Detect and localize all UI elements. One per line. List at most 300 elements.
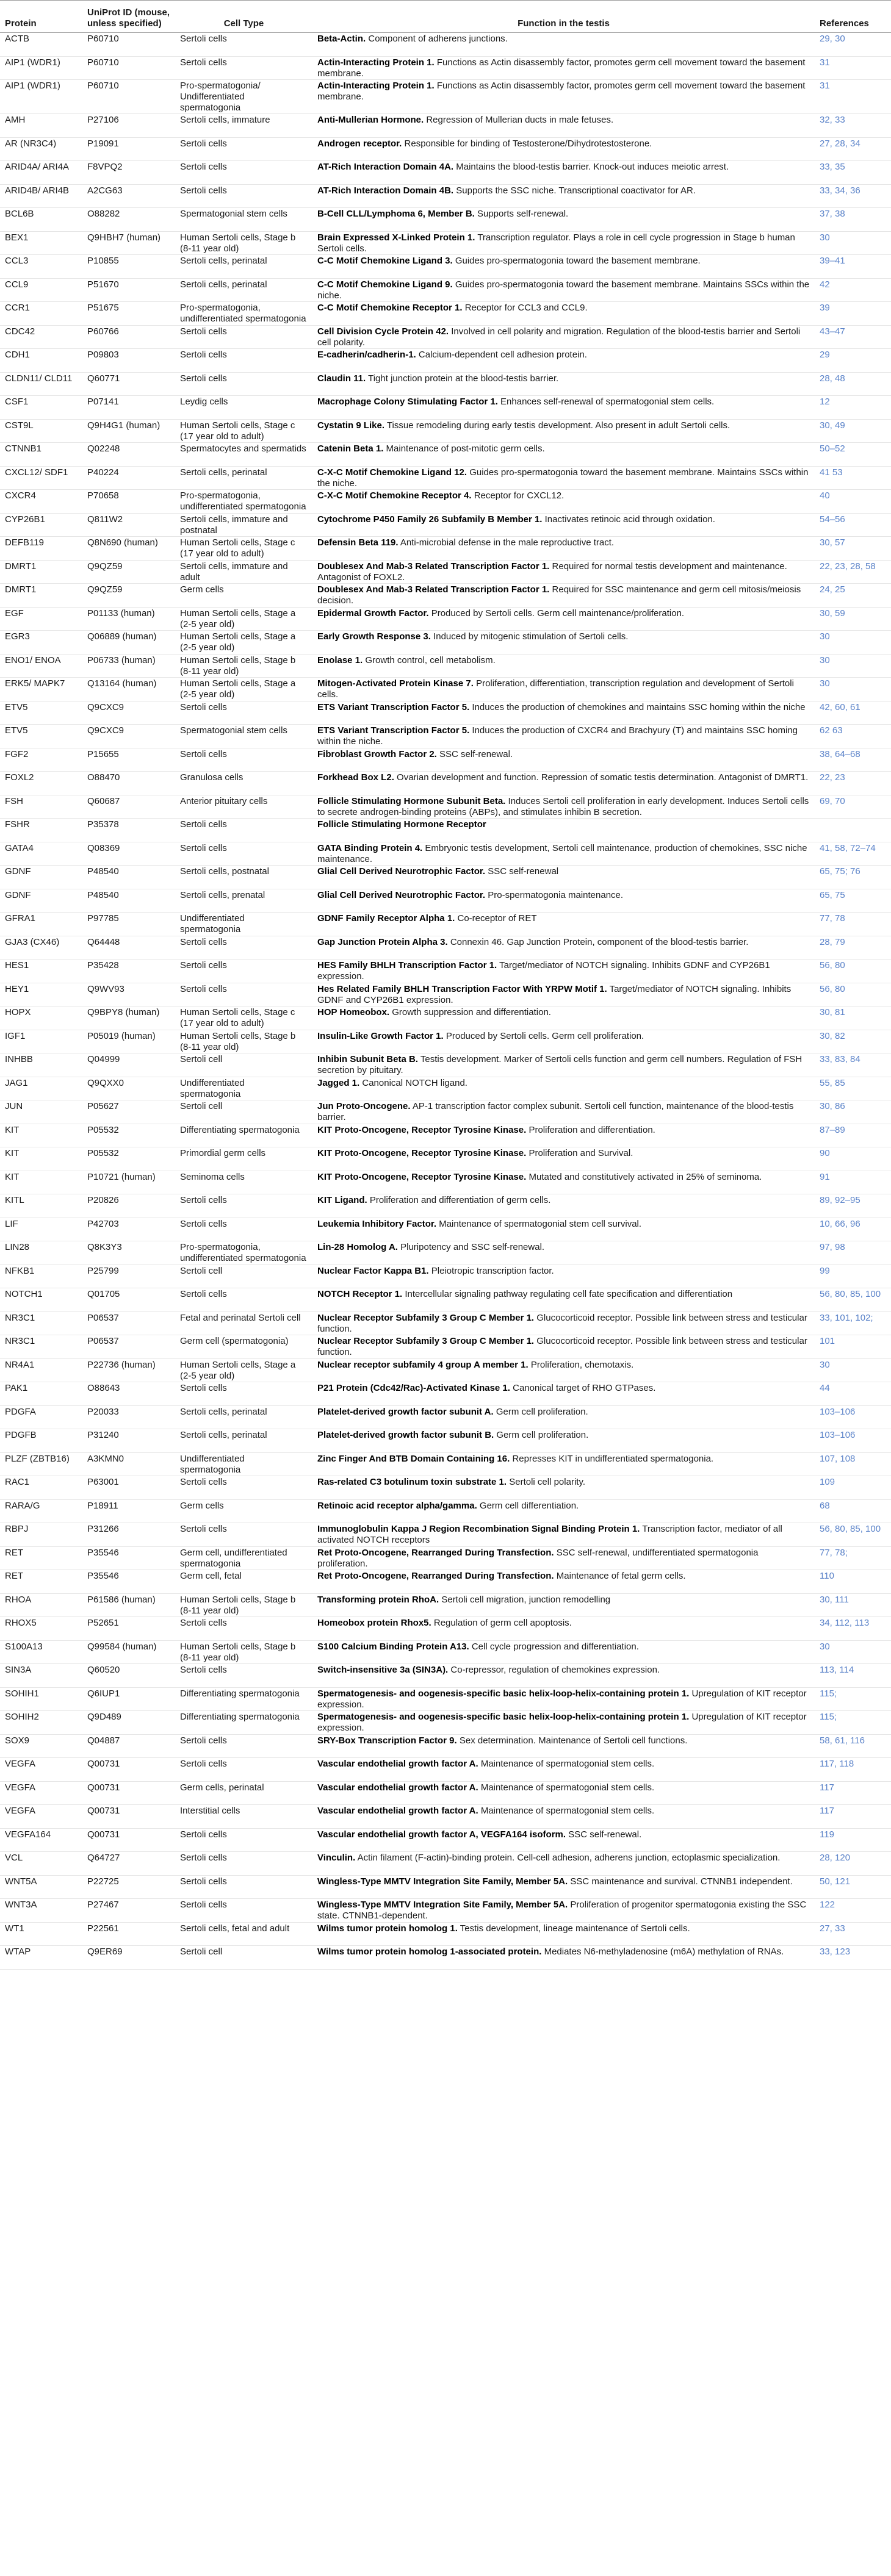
- table-row: [0, 255, 891, 279]
- function-name: AT-Rich Interaction Domain 4B.: [317, 185, 454, 196]
- uniprot-id-cell: P15655: [82, 748, 175, 772]
- cell-type-cell: Human Sertoli cells, Stage c (17 year old to adult): [175, 537, 312, 561]
- protein-cell: DMRT1: [0, 560, 82, 584]
- table-row: [0, 1546, 891, 1570]
- function-description: Maintenance of post-mitotic germ cells.: [386, 443, 545, 454]
- protein-cell: CST9L: [0, 419, 82, 443]
- function-cell: [312, 1852, 815, 1876]
- protein-cell: KIT: [0, 1124, 82, 1147]
- cell-type-cell: Human Sertoli cells, Stage b (8-11 year old): [175, 654, 312, 678]
- function-name: C-X-C Motif Chemokine Receptor 4.: [317, 490, 472, 501]
- function-name: P21 Protein (Cdc42/Rac)-Activated Kinase 1.: [317, 1383, 510, 1393]
- function-description: SSC self-renewal: [488, 866, 559, 877]
- table-row: [0, 490, 891, 514]
- table-row: [0, 56, 891, 80]
- function-cell: [312, 678, 815, 701]
- references-cell: 38, 64–68: [815, 748, 891, 772]
- protein-cell: HEY1: [0, 983, 82, 1006]
- cell-type-cell: Sertoli cells: [175, 1734, 312, 1758]
- cell-type-cell: Spermatogonial stem cells: [175, 725, 312, 748]
- references-cell: 30, 59: [815, 607, 891, 631]
- function-cell: [312, 114, 815, 138]
- cell-type-cell: Sertoli cells: [175, 1852, 312, 1876]
- references-cell: 31: [815, 56, 891, 80]
- uniprot-id-cell: P19091: [82, 137, 175, 161]
- protein-cell: LIF: [0, 1218, 82, 1241]
- function-description: Germ cell differentiation.: [479, 1500, 579, 1511]
- cell-type-cell: Human Sertoli cells, Stage c (17 year old to adult): [175, 419, 312, 443]
- table-row: [0, 302, 891, 326]
- references-cell: 33, 101, 102;: [815, 1311, 891, 1335]
- cell-type-cell: Sertoli cells: [175, 1828, 312, 1852]
- function-cell: [312, 1805, 815, 1829]
- function-cell: [312, 936, 815, 960]
- function-cell: [312, 396, 815, 420]
- cell-type-cell: Spermatocytes and spermatids: [175, 443, 312, 467]
- protein-cell: RHOX5: [0, 1617, 82, 1641]
- uniprot-id-cell: Q99584 (human): [82, 1640, 175, 1664]
- cell-type-cell: Sertoli cells, immature and adult: [175, 560, 312, 584]
- function-cell: [312, 1499, 815, 1523]
- cell-type-cell: Sertoli cells, perinatal: [175, 1405, 312, 1429]
- cell-type-cell: Germ cell, fetal: [175, 1570, 312, 1594]
- cell-type-cell: Sertoli cells: [175, 1758, 312, 1782]
- uniprot-id-cell: Q00731: [82, 1758, 175, 1782]
- cell-type-cell: Human Sertoli cells, Stage a (2-5 year old): [175, 631, 312, 655]
- uniprot-id-cell: Q00731: [82, 1805, 175, 1829]
- cell-type-cell: Primordial germ cells: [175, 1147, 312, 1171]
- protein-cell: VEGFA: [0, 1758, 82, 1782]
- table-row: [0, 1030, 891, 1053]
- function-cell: [312, 325, 815, 349]
- function-description: Growth control, cell metabolism.: [365, 655, 496, 666]
- references-cell: 30: [815, 231, 891, 255]
- protein-cell: FOXL2: [0, 772, 82, 795]
- table-row: [0, 1711, 891, 1735]
- function-name: Nuclear Receptor Subfamily 3 Group C Member 1.: [317, 1336, 535, 1346]
- references-cell: 33, 34, 36: [815, 184, 891, 208]
- function-cell: [312, 1241, 815, 1265]
- function-description: Receptor for CXCL12.: [474, 490, 565, 501]
- protein-cell: CTNNB1: [0, 443, 82, 467]
- function-cell: [312, 1194, 815, 1218]
- function-name: Switch-insensitive 3a (SIN3A).: [317, 1665, 449, 1675]
- uniprot-id-cell: P05532: [82, 1124, 175, 1147]
- protein-cell: EGR3: [0, 631, 82, 655]
- references-cell: 103–106: [815, 1429, 891, 1453]
- cell-type-cell: Sertoli cells: [175, 960, 312, 983]
- table-row: [0, 1335, 891, 1359]
- protein-cell: GDNF: [0, 866, 82, 889]
- uniprot-id-cell: P20033: [82, 1405, 175, 1429]
- cell-type-cell: Leydig cells: [175, 396, 312, 420]
- table-row: [0, 866, 891, 889]
- table-row: [0, 325, 891, 349]
- function-cell: [312, 1053, 815, 1077]
- protein-cell: KIT: [0, 1147, 82, 1171]
- references-cell: 28, 79: [815, 936, 891, 960]
- table-row: [0, 114, 891, 138]
- uniprot-id-cell: P06537: [82, 1335, 175, 1359]
- function-cell: [312, 1946, 815, 1970]
- function-name: KIT Proto-Oncogene, Receptor Tyrosine Kinase.: [317, 1148, 527, 1158]
- uniprot-id-cell: P35546: [82, 1546, 175, 1570]
- table-row: [0, 1523, 891, 1547]
- cell-type-cell: Fetal and perinatal Sertoli cell: [175, 1311, 312, 1335]
- references-cell: 30: [815, 1640, 891, 1664]
- function-cell: [312, 1358, 815, 1382]
- table-row: [0, 1570, 891, 1594]
- uniprot-id-cell: Q64727: [82, 1852, 175, 1876]
- function-cell: [312, 161, 815, 185]
- protein-cell: ARID4A/ ARI4A: [0, 161, 82, 185]
- function-cell: [312, 1640, 815, 1664]
- table-row: [0, 983, 891, 1006]
- table-row: [0, 1124, 891, 1147]
- function-cell: [312, 1476, 815, 1500]
- cell-type-cell: Sertoli cells, perinatal: [175, 255, 312, 279]
- function-name: HOP Homeobox.: [317, 1007, 390, 1017]
- table-row: [0, 889, 891, 913]
- protein-cell: INHBB: [0, 1053, 82, 1077]
- function-name: Platelet-derived growth factor subunit A.: [317, 1406, 494, 1417]
- table-row: [0, 443, 891, 467]
- table-row: [0, 1405, 891, 1429]
- protein-cell: KITL: [0, 1194, 82, 1218]
- cell-type-cell: Sertoli cells: [175, 1617, 312, 1641]
- function-name: Jagged 1.: [317, 1077, 360, 1088]
- references-cell: 50–52: [815, 443, 891, 467]
- cell-type-cell: Seminoma cells: [175, 1171, 312, 1194]
- references-cell: 62 63: [815, 725, 891, 748]
- function-name: B-Cell CLL/Lymphoma 6, Member B.: [317, 209, 475, 219]
- uniprot-id-cell: Q9QXX0: [82, 1077, 175, 1100]
- function-cell: [312, 443, 815, 467]
- function-name: Platelet-derived growth factor subunit B.: [317, 1430, 494, 1440]
- function-description: Supports the SSC niche. Transcriptional coactivator for AR.: [456, 185, 696, 196]
- function-name: Ret Proto-Oncogene, Rearranged During Transfection.: [317, 1547, 554, 1558]
- references-cell: 41, 58, 72–74: [815, 842, 891, 866]
- references-cell: 87–89: [815, 1124, 891, 1147]
- uniprot-id-cell: Q60520: [82, 1664, 175, 1688]
- references-cell: 12: [815, 396, 891, 420]
- function-name: Vascular endothelial growth factor A, VEGFA164 isoform.: [317, 1829, 566, 1840]
- function-name: Macrophage Colony Stimulating Factor 1.: [317, 396, 498, 407]
- protein-cell: RET: [0, 1546, 82, 1570]
- table-row: [0, 1100, 891, 1124]
- uniprot-id-cell: Q8N690 (human): [82, 537, 175, 561]
- table-row: [0, 1758, 891, 1782]
- references-cell: 115;: [815, 1687, 891, 1711]
- cell-type-cell: Sertoli cells: [175, 184, 312, 208]
- function-name: Vascular endothelial growth factor A.: [317, 1782, 478, 1793]
- references-cell: 28, 120: [815, 1852, 891, 1876]
- cell-type-cell: Sertoli cell: [175, 1946, 312, 1970]
- cell-type-cell: Sertoli cells: [175, 325, 312, 349]
- cell-type-cell: Sertoli cells, immature and postnatal: [175, 513, 312, 537]
- table-row: [0, 1006, 891, 1030]
- function-cell: [312, 1875, 815, 1899]
- protein-cell: LIN28: [0, 1241, 82, 1265]
- header-function: Function in the testis: [312, 1, 815, 33]
- function-name: Follicle Stimulating Hormone Subunit Beta.: [317, 795, 506, 806]
- table-row: [0, 161, 891, 185]
- references-cell: 29: [815, 349, 891, 373]
- table-row: [0, 1358, 891, 1382]
- table-row: [0, 1429, 891, 1453]
- cell-type-cell: Granulosa cells: [175, 772, 312, 795]
- uniprot-id-cell: Q13164 (human): [82, 678, 175, 701]
- protein-cell: JUN: [0, 1100, 82, 1124]
- function-cell: [312, 1265, 815, 1288]
- function-cell: [312, 1100, 815, 1124]
- function-description: Mutated and constitutively activated in 25% of seminoma.: [528, 1171, 762, 1182]
- table-row: [0, 631, 891, 655]
- function-cell: [312, 1523, 815, 1547]
- table-body: [0, 33, 891, 1970]
- function-description: Pro-spermatogonia maintenance.: [488, 889, 624, 900]
- uniprot-id-cell: Q04999: [82, 1053, 175, 1077]
- table-row: [0, 419, 891, 443]
- uniprot-id-cell: Q6IUP1: [82, 1687, 175, 1711]
- uniprot-id-cell: Q00731: [82, 1781, 175, 1805]
- function-cell: [312, 866, 815, 889]
- uniprot-id-cell: P10721 (human): [82, 1171, 175, 1194]
- references-cell: 30, 57: [815, 537, 891, 561]
- protein-cell: AIP1 (WDR1): [0, 80, 82, 114]
- table-row: [0, 725, 891, 748]
- table-row: [0, 748, 891, 772]
- function-description: Produced by Sertoli cells. Germ cell proliferation.: [446, 1030, 644, 1041]
- function-description: Receptor for CCL3 and CCL9.: [464, 303, 588, 313]
- protein-cell: GFRA1: [0, 913, 82, 936]
- uniprot-id-cell: Q9ER69: [82, 1946, 175, 1970]
- function-name: NOTCH Receptor 1.: [317, 1289, 403, 1299]
- table-row: [0, 1241, 891, 1265]
- uniprot-id-cell: P60710: [82, 33, 175, 57]
- function-description: Testis development. Marker of Sertoli cells function and germ cell numbers. Regulation of FSH secretion by pituitary.: [317, 1054, 803, 1075]
- references-cell: 30: [815, 654, 891, 678]
- table-row: [0, 1053, 891, 1077]
- protein-cell: NR4A1: [0, 1358, 82, 1382]
- references-cell: 44: [815, 1382, 891, 1406]
- function-description: Guides pro-spermatogonia toward the basement membrane. Maintains SSCs within the niche.: [317, 467, 809, 489]
- uniprot-id-cell: P35378: [82, 819, 175, 842]
- function-cell: [312, 278, 815, 302]
- protein-cell: WTAP: [0, 1946, 82, 1970]
- function-description: Tissue remodeling during early testis development. Also present in adult Sertoli cells.: [386, 420, 730, 431]
- function-name: Wilms tumor protein homolog 1-associated protein.: [317, 1946, 542, 1957]
- function-name: Gap Junction Protein Alpha 3.: [317, 936, 448, 947]
- references-cell: 54–56: [815, 513, 891, 537]
- references-cell: 55, 85: [815, 1077, 891, 1100]
- function-cell: [312, 1546, 815, 1570]
- cell-type-cell: Germ cells: [175, 1499, 312, 1523]
- function-cell: [312, 1218, 815, 1241]
- function-name: Spermatogenesis- and oogenesis-specific basic helix-loop-helix-containing protein 1.: [317, 1712, 690, 1722]
- function-cell: [312, 231, 815, 255]
- function-cell: [312, 490, 815, 514]
- table-header: [0, 1, 891, 33]
- function-description: Proliferation and differentiation.: [528, 1124, 655, 1135]
- function-name: Mitogen-Activated Protein Kinase 7.: [317, 678, 474, 689]
- function-description: Co-receptor of RET: [457, 913, 537, 924]
- references-cell: 30, 81: [815, 1006, 891, 1030]
- cell-type-cell: Sertoli cells: [175, 842, 312, 866]
- references-cell: 10, 66, 96: [815, 1218, 891, 1241]
- function-description: Inactivates retinoic acid through oxidation.: [544, 514, 715, 525]
- table-row: [0, 607, 891, 631]
- uniprot-id-cell: Q8K3Y3: [82, 1241, 175, 1265]
- uniprot-id-cell: A2CG63: [82, 184, 175, 208]
- function-description: Proliferation, chemotaxis.: [530, 1359, 634, 1370]
- table-row: [0, 1664, 891, 1688]
- function-cell: [312, 913, 815, 936]
- references-cell: 30, 86: [815, 1100, 891, 1124]
- uniprot-id-cell: P06537: [82, 1311, 175, 1335]
- function-name: Beta-Actin.: [317, 34, 366, 44]
- uniprot-id-cell: P22561: [82, 1922, 175, 1946]
- cell-type-cell: Sertoli cells: [175, 1194, 312, 1218]
- function-name: C-C Motif Chemokine Receptor 1.: [317, 303, 463, 313]
- protein-cell: DMRT1: [0, 584, 82, 608]
- cell-type-cell: Sertoli cells: [175, 819, 312, 842]
- references-cell: 77, 78: [815, 913, 891, 936]
- table-row: [0, 184, 891, 208]
- function-name: Nuclear Receptor Subfamily 3 Group C Member 1.: [317, 1312, 535, 1323]
- uniprot-id-cell: P31240: [82, 1429, 175, 1453]
- uniprot-id-cell: P10855: [82, 255, 175, 279]
- table-row: [0, 33, 891, 57]
- function-description: Upregulation of KIT receptor expression.: [317, 1688, 807, 1710]
- uniprot-id-cell: A3KMN0: [82, 1452, 175, 1476]
- function-description: Ovarian development and function. Repression of somatic testis determination. Antagonist of DMRT1.: [397, 772, 809, 783]
- uniprot-id-cell: F8VPQ2: [82, 161, 175, 185]
- function-cell: [312, 1382, 815, 1406]
- references-cell: 42, 60, 61: [815, 701, 891, 725]
- function-description: Induces the production of CXCR4 and Brachyury (T) and maintains SSC homing within the niche.: [317, 725, 798, 747]
- uniprot-id-cell: P27106: [82, 114, 175, 138]
- protein-cell: BEX1: [0, 231, 82, 255]
- function-cell: [312, 1311, 815, 1335]
- function-cell: [312, 1405, 815, 1429]
- function-name: Homeobox protein Rhox5.: [317, 1618, 431, 1628]
- uniprot-id-cell: P25799: [82, 1265, 175, 1288]
- uniprot-id-cell: Q9CXC9: [82, 725, 175, 748]
- protein-cell: GDNF: [0, 889, 82, 913]
- function-name: C-C Motif Chemokine Ligand 3.: [317, 256, 453, 266]
- cell-type-cell: Sertoli cell: [175, 1265, 312, 1288]
- table-row: [0, 1499, 891, 1523]
- function-description: Growth suppression and differentiation.: [392, 1007, 551, 1017]
- uniprot-id-cell: Q00731: [82, 1828, 175, 1852]
- cell-type-cell: Human Sertoli cells, Stage a (2-5 year old): [175, 678, 312, 701]
- cell-type-cell: Human Sertoli cells, Stage a (2-5 year old): [175, 1358, 312, 1382]
- function-description: Maintenance of spermatogonial stem cells.: [480, 1782, 655, 1793]
- function-description: Co-repressor, regulation of chemokines expression.: [450, 1665, 660, 1675]
- references-cell: 56, 80: [815, 960, 891, 983]
- uniprot-id-cell: Q811W2: [82, 513, 175, 537]
- protein-cell: NR3C1: [0, 1311, 82, 1335]
- function-description: SSC maintenance and survival. CTNNB1 independent.: [570, 1876, 793, 1887]
- uniprot-id-cell: Q9HBH7 (human): [82, 231, 175, 255]
- function-name: C-C Motif Chemokine Ligand 9.: [317, 279, 453, 290]
- cell-type-cell: Sertoli cells: [175, 1899, 312, 1923]
- function-description: Required for SSC maintenance and germ cell mitosis/meiosis decision.: [317, 584, 801, 606]
- protein-cell: S100A13: [0, 1640, 82, 1664]
- cell-type-cell: Anterior pituitary cells: [175, 795, 312, 819]
- uniprot-id-cell: Q60687: [82, 795, 175, 819]
- function-description: Supports self-renewal.: [477, 209, 569, 219]
- function-name: GDNF Family Receptor Alpha 1.: [317, 913, 455, 924]
- function-cell: [312, 1429, 815, 1453]
- function-name: Glial Cell Derived Neurotrophic Factor.: [317, 866, 486, 877]
- references-cell: 30, 49: [815, 419, 891, 443]
- table-row: [0, 1852, 891, 1876]
- table-row: [0, 1147, 891, 1171]
- function-name: Doublesex And Mab-3 Related Transcription Factor 1.: [317, 584, 550, 595]
- cell-type-cell: Sertoli cells: [175, 1288, 312, 1312]
- table-row: [0, 1593, 891, 1617]
- function-name: Wingless-Type MMTV Integration Site Family, Member 5A.: [317, 1876, 568, 1887]
- uniprot-id-cell: P60710: [82, 80, 175, 114]
- table-row: [0, 1640, 891, 1664]
- references-cell: 33, 123: [815, 1946, 891, 1970]
- function-cell: [312, 1828, 815, 1852]
- function-name: Transforming protein RhoA.: [317, 1594, 439, 1605]
- table-row: [0, 842, 891, 866]
- references-cell: 33, 83, 84: [815, 1053, 891, 1077]
- table-row: [0, 795, 891, 819]
- function-description: Functions as Actin disassembly factor, promotes germ cell movement toward the basement membrane.: [317, 57, 806, 79]
- cell-type-cell: Sertoli cells: [175, 936, 312, 960]
- uniprot-id-cell: P09803: [82, 349, 175, 373]
- cell-type-cell: Sertoli cell: [175, 1053, 312, 1077]
- uniprot-id-cell: P05627: [82, 1100, 175, 1124]
- cell-type-cell: Sertoli cells: [175, 372, 312, 396]
- function-name: Claudin 11.: [317, 373, 366, 384]
- table-row: [0, 1382, 891, 1406]
- references-cell: 56, 80: [815, 983, 891, 1006]
- cell-type-cell: Sertoli cells: [175, 983, 312, 1006]
- function-name: Early Growth Response 3.: [317, 631, 431, 642]
- protein-cell: ETV5: [0, 701, 82, 725]
- protein-cell: DEFB119: [0, 537, 82, 561]
- references-cell: 22, 23: [815, 772, 891, 795]
- function-cell: [312, 33, 815, 57]
- protein-cell: BCL6B: [0, 208, 82, 232]
- protein-cell: NFKB1: [0, 1265, 82, 1288]
- references-cell: 30: [815, 1358, 891, 1382]
- function-name: Hes Related Family BHLH Transcription Factor With YRPW Motif 1.: [317, 983, 607, 994]
- function-cell: [312, 842, 815, 866]
- function-name: Actin-Interacting Protein 1.: [317, 81, 435, 91]
- table-row: [0, 396, 891, 420]
- function-name: Brain Expressed X-Linked Protein 1.: [317, 232, 475, 243]
- cell-type-cell: Sertoli cells, perinatal: [175, 466, 312, 490]
- cell-type-cell: Sertoli cells, immature: [175, 114, 312, 138]
- function-name: KIT Proto-Oncogene, Receptor Tyrosine Kinase.: [317, 1171, 527, 1182]
- function-description: Germ cell proliferation.: [496, 1406, 588, 1417]
- protein-cell: PDGFA: [0, 1405, 82, 1429]
- uniprot-id-cell: P60710: [82, 56, 175, 80]
- function-description: Proliferation, differentiation, transcription regulation and development of Sertoli cells.: [317, 678, 794, 700]
- uniprot-id-cell: P48540: [82, 889, 175, 913]
- references-cell: 117: [815, 1781, 891, 1805]
- function-description: Induced by mitogenic stimulation of Sertoli cells.: [433, 631, 629, 642]
- function-cell: [312, 701, 815, 725]
- references-cell: 33, 35: [815, 161, 891, 185]
